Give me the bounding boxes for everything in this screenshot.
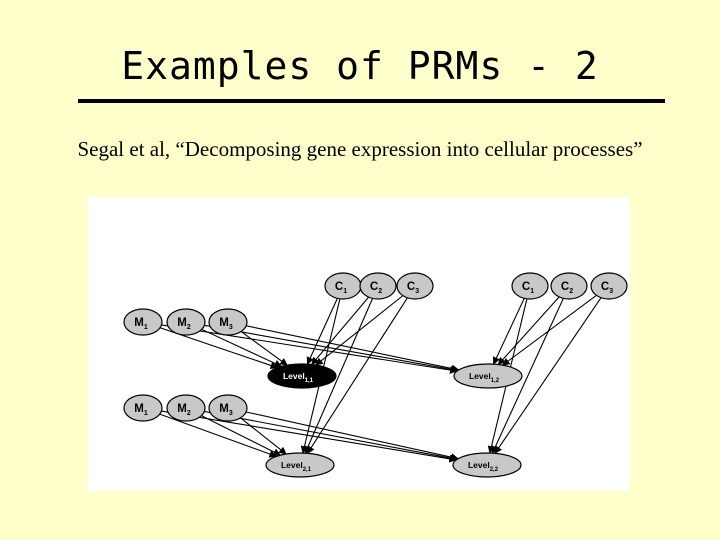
node-label-main: Level bbox=[282, 371, 305, 381]
node-label-subscript: 3 bbox=[415, 288, 420, 295]
node-label-subscript: 1 bbox=[343, 288, 348, 295]
node-label-subscript: 2 bbox=[378, 288, 383, 295]
node-label-main: M bbox=[134, 403, 144, 415]
node-M3a bbox=[209, 309, 247, 335]
node-C2b bbox=[551, 273, 587, 299]
node-C1b bbox=[512, 273, 548, 299]
edge-M2a-to-L11 bbox=[202, 329, 282, 366]
node-label-main: Level bbox=[468, 371, 491, 381]
edge-C3a-to-L11 bbox=[316, 296, 403, 365]
edge-M2b-to-L22 bbox=[204, 411, 457, 459]
edge-C3b-to-L12 bbox=[503, 295, 597, 365]
node-label-main: M bbox=[177, 317, 187, 329]
slide-title: Examples of PRMs - 2 bbox=[121, 44, 599, 88]
node-label-subscript: 3 bbox=[228, 324, 233, 331]
edge-C1a-to-L11 bbox=[307, 298, 337, 364]
node-label-main: C bbox=[406, 281, 416, 293]
node-label-main: M bbox=[177, 403, 187, 415]
node-M1b bbox=[124, 395, 162, 421]
node-label-main: C bbox=[334, 281, 344, 293]
edge-M3a-to-L11 bbox=[241, 331, 287, 365]
node-label-main: C bbox=[600, 281, 610, 293]
node-label-subscript: 2 bbox=[186, 410, 191, 417]
node-label-subscript: 1 bbox=[143, 410, 148, 417]
node-label-subscript: 1 bbox=[143, 324, 148, 331]
edge-M1b-to-L22 bbox=[161, 411, 456, 460]
node-label-subscript: 2,1 bbox=[302, 467, 312, 473]
edge-M2b-to-L21 bbox=[201, 416, 280, 456]
node-M1a bbox=[124, 309, 162, 335]
node-label-main: M bbox=[134, 317, 144, 329]
node-label-main: M bbox=[219, 317, 229, 329]
node-label-main: C bbox=[560, 281, 570, 293]
node-label-subscript: 3 bbox=[609, 288, 614, 295]
title-underline bbox=[78, 99, 665, 103]
node-L22 bbox=[453, 453, 521, 477]
slide-subtitle: Segal et al, “Decomposing gene expression into cellular processes” bbox=[77, 137, 643, 161]
node-label-main: M bbox=[219, 403, 229, 415]
node-label-main: Level bbox=[280, 460, 303, 470]
edge-C2b-to-L12 bbox=[498, 297, 559, 365]
prm-diagram-svg bbox=[88, 197, 630, 491]
node-label-subscript: 2 bbox=[569, 288, 574, 295]
edge-M3b-to-L22 bbox=[246, 412, 458, 459]
node-label-subscript: 1 bbox=[530, 288, 535, 295]
node-label-subscript: 2 bbox=[186, 324, 191, 331]
node-M3b bbox=[209, 395, 247, 421]
node-label-subscript: 3 bbox=[228, 410, 233, 417]
node-label-main: C bbox=[369, 281, 379, 293]
node-label-main: Level bbox=[467, 460, 490, 470]
edge-M3b-to-L21 bbox=[240, 418, 286, 454]
node-L11 bbox=[268, 364, 336, 388]
node-C3a bbox=[397, 273, 433, 299]
edge-C2a-to-L11 bbox=[312, 297, 369, 364]
node-label-subscript: 1,1 bbox=[304, 378, 314, 384]
node-L21 bbox=[266, 453, 334, 477]
node-L12 bbox=[454, 364, 522, 388]
node-M2a bbox=[167, 309, 205, 335]
node-label-subscript: 1,2 bbox=[490, 378, 500, 384]
node-label-subscript: 2,2 bbox=[489, 467, 499, 473]
node-C1a bbox=[325, 273, 361, 299]
node-label-main: C bbox=[521, 281, 531, 293]
node-M2b bbox=[167, 395, 205, 421]
edge-M3a-to-L12 bbox=[246, 326, 459, 370]
prm-diagram bbox=[88, 197, 630, 491]
node-C3b bbox=[591, 273, 627, 299]
node-C2a bbox=[360, 273, 396, 299]
